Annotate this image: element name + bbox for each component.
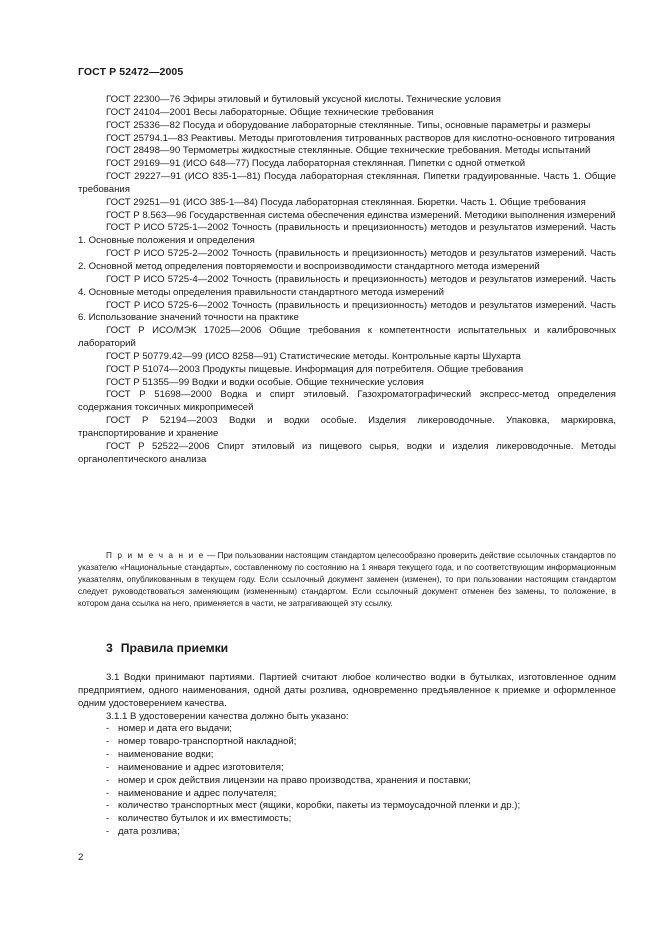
list-item: - наименование и адрес получателя; [106, 787, 277, 799]
reference-item: ГОСТ 25794.1—83 Реактивы. Методы приготовления титрованных растворов для кислотно-основного титрования [106, 132, 615, 144]
reference-item: ГОСТ Р ИСО/МЭК 17025—2006 Общие требования к компетентности испытательных и калибровочных лабораторий [78, 325, 616, 350]
dash-marker: - [106, 787, 110, 799]
reference-item: ГОСТ Р ИСО 5725-4—2002 Точность (правильность и прецизионность) методов и результатов измерений. Часть 4. Основные методы определения правильности стандартного метода измерений [78, 273, 616, 298]
reference-item: ГОСТ Р 51074—2003 Продукты пищевые. Информация для потребителя. Общие требования [106, 363, 524, 375]
dash-marker: - [106, 813, 110, 825]
page-number: 2 [78, 852, 84, 863]
reference-item: ГОСТ Р 8.563—96 Государственная система обеспечения единства измерений. Методики выполнения измерений [106, 209, 616, 221]
reference-item: ГОСТ 29169—91 (ИСО 648—77) Посуда лабораторная стеклянная. Пипетки с одной отметкой [106, 158, 526, 170]
reference-item: ГОСТ 24104—2001 Весы лабораторные. Общие технические требования [106, 106, 434, 118]
list-item: - количество транспортных мест (ящики, коробки, пакеты из термоусадочной пленки и др.); [106, 800, 521, 812]
dash-marker: - [106, 723, 110, 735]
section-heading [106, 641, 228, 655]
dash-marker: - [106, 749, 110, 761]
list-item: - номер и дата его выдачи; [106, 723, 232, 735]
reference-item: ГОСТ Р 51698—2000 Водка и спирт этиловый. Газохроматографический экспресс-метод определения содержания токсичных микропримесей [78, 389, 616, 414]
reference-item: ГОСТ 29251—91 (ИСО 385-1—84) Посуда лабораторная стеклянная. Бюретки. Часть 1. Общие требования [106, 196, 586, 208]
note-paragraph [78, 550, 616, 610]
list-item: - наименование и адрес изготовителя; [106, 761, 284, 773]
document-header: ГОСТ Р 52472—2005 [78, 66, 184, 78]
note-label: П р и м е ч а н и е [106, 551, 205, 560]
reference-item: ГОСТ 29227—91 (ИСО 835-1—81) Посуда лабораторная стеклянная. Пипетки градуированные. Часть 1. Общие требования [78, 171, 616, 195]
dash-marker: - [106, 826, 110, 838]
list-item: - дата розлива; [106, 826, 180, 838]
reference-item: ГОСТ Р ИСО 5725-6—2002 Точность (правильность и прецизионность) методов и результатов измерений. Часть 6. Использование значений точности на практике [78, 299, 616, 324]
reference-item: ГОСТ 28498—90 Термометры жидкостные стеклянные. Общие технические требования. Методы испытаний [106, 145, 591, 157]
dash-marker: - [106, 800, 110, 812]
reference-item: ГОСТ 22300—76 Эфиры этиловый и бутиловый уксусной кислоты. Технические условия [106, 94, 501, 105]
normative-references-list [78, 94, 616, 466]
list-item: - номер товаро-транспортной накладной; [106, 736, 297, 748]
reference-item: ГОСТ Р 52522—2006 Спирт этиловый из пищевого сырья, водки и изделия ликероводочные. Методы органолептического анализа [78, 440, 616, 465]
section-body [78, 672, 616, 839]
section-title: Правила приемки [120, 641, 229, 655]
clause-3-1-1: 3.1.1 В удостоверении качества должно быть указано: [106, 710, 349, 722]
list-item: - наименование водки; [106, 749, 214, 761]
reference-item: ГОСТ Р ИСО 5725-1—2002 Точность (правильность и прецизионность) методов и результатов измерений. Часть 1. Основные положения и определения [78, 222, 616, 247]
reference-item: ГОСТ Р 50779.42—99 (ИСО 8258—91) Статистические методы. Контрольные карты Шухарта [106, 350, 521, 362]
note-text: — При пользовании настоящим стандартом целесообразно проверить действие ссылочных стандартов по указателю «Национальные стандарты», составленному по состоянию на 1 января текущего года, и по соответствующим информационным указателям, опубликованным в текущем году. Если ссылочный документ заменен (изменен), то при пользовании настоящим стандартом следует руководствоваться заменяющим (измененным) стандартом. Если ссылочный документ отменен без замены, то положение, в котором дана ссылка на него, применяется в части, не затрагивающей эту ссылку. [78, 551, 616, 608]
section-number: 3 [106, 641, 113, 655]
dash-marker: - [106, 761, 110, 773]
dash-marker: - [106, 774, 110, 786]
quality-certificate-list [78, 723, 616, 839]
reference-item: ГОСТ Р ИСО 5725-2—2002 Точность (правильность и прецизионность) методов и результатов измерений. Часть 2. Основной метод определения повторяемости и воспроизводимости стандартного метода измерений [78, 248, 616, 272]
reference-item: ГОСТ Р 52194—2003 Водки и водки особые. Изделия ликероводочные. Упаковка, маркировка, транспортирование и хранение [78, 415, 616, 439]
list-item: - количество бутылок и их вместимость; [106, 813, 292, 825]
reference-item: ГОСТ Р 51355—99 Водки и водки особые. Общие технические условия [106, 376, 424, 388]
list-item: - номер и срок действия лицензии на право производства, хранения и поставки; [106, 774, 471, 786]
dash-marker: - [106, 736, 110, 748]
reference-item: ГОСТ 25336—82 Посуда и оборудование лабораторные стеклянные. Типы, основные параметры и размеры [106, 119, 591, 131]
clause-3-1: 3.1 Водки принимают партиями. Партией считают любое количество водки в бутылках, изготовленное одним предприятием, одного наименования, одной даты розлива, одновременно предъявленное к приемке и оформленное одним удостоверением качества. [78, 672, 616, 709]
